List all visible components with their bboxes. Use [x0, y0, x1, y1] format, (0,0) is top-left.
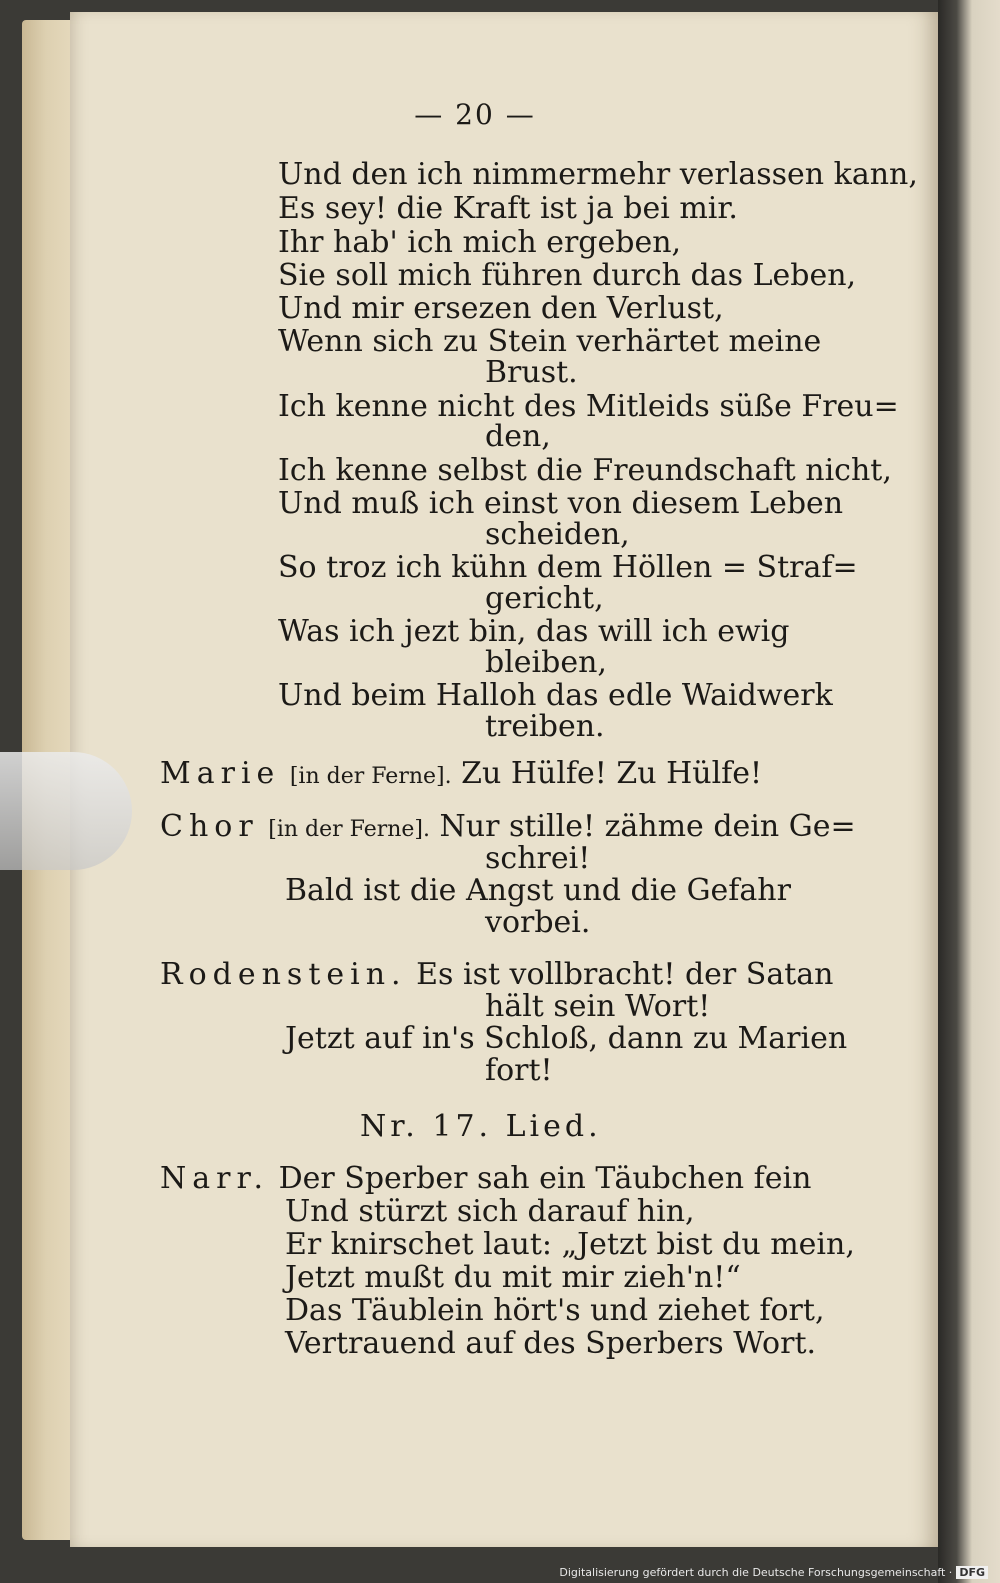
verse-line: Und stürzt sich darauf hin, — [285, 1194, 695, 1229]
verse-line: Es sey! die Kraft ist ja bei mir. — [278, 191, 738, 226]
stage-direction: [in der Ferne]. — [289, 764, 452, 789]
scanner-thumb — [0, 752, 132, 870]
verse-line: Sie soll mich führen durch das Leben, — [278, 258, 857, 293]
speech-rodenstein — [160, 958, 834, 992]
verse-line: treiben. — [485, 709, 605, 744]
speaker-name: Marie — [160, 756, 281, 791]
verse-line: Jetzt auf in's Schloß, dann zu Marien — [285, 1021, 848, 1056]
verse-line: Das Täublein hört's und ziehet fort, — [285, 1293, 825, 1328]
verse-line: gericht, — [485, 581, 604, 616]
verse-line: Und muß ich einst von diesem Leben — [278, 486, 844, 521]
verse-line: Und beim Halloh das edle Waidwerk — [278, 678, 833, 713]
verse-line: Brust. — [485, 355, 578, 390]
dfg-logo: DFG — [956, 1566, 988, 1579]
verse-line: schrei! — [485, 841, 591, 876]
speech-text: Nur stille! zähme dein Ge= — [439, 809, 856, 844]
speaker-name: Chor — [160, 809, 259, 844]
verse-line: Vertrauend auf des Sperbers Wort. — [285, 1326, 817, 1361]
speech-marie — [160, 757, 762, 794]
verse-line: Ich kenne selbst die Freundschaft nicht, — [278, 453, 892, 488]
page-number: — 20 — — [414, 98, 536, 131]
verse-line: Ich kenne nicht des Mitleids süße Freu= — [278, 389, 899, 424]
verse-line: bleiben, — [485, 645, 607, 680]
speaker-name: Rodenstein. — [160, 957, 407, 992]
verse-line: Bald ist die Angst und die Gefahr — [285, 873, 791, 908]
digitization-credit — [559, 1566, 988, 1579]
verse-line: den, — [485, 419, 551, 454]
speech-text: Es ist vollbracht! der Satan — [416, 957, 834, 992]
verse-line: Er knirschet laut: „Jetzt bist du mein, — [285, 1227, 855, 1262]
verse-line: scheiden, — [485, 517, 630, 552]
verse-line: fort! — [485, 1053, 553, 1088]
verse-line: Ihr hab' ich mich ergeben, — [278, 225, 682, 260]
verse-line: hält sein Wort! — [485, 989, 711, 1024]
verse-line: Was ich jezt bin, das will ich ewig — [278, 614, 790, 649]
speech-narr — [160, 1162, 811, 1196]
verse-line: vorbei. — [485, 905, 591, 940]
speech-text: Der Sperber sah ein Täubchen fein — [278, 1161, 812, 1196]
verse-line: Und mir ersezen den Verlust, — [278, 291, 724, 326]
stage-direction: [in der Ferne]. — [268, 817, 430, 842]
credit-text: Digitalisierung gefördert durch die Deutsche Forschungsgemeinschaft · — [559, 1566, 953, 1579]
speaker-name: Narr. — [160, 1161, 270, 1196]
verse-line: Jetzt mußt du mit mir zieh'n!“ — [285, 1260, 741, 1295]
verse-line: Wenn sich zu Stein verhärtet meine — [278, 324, 822, 359]
speech-text: Zu Hülfe! Zu Hülfe! — [461, 756, 763, 791]
song-heading: Nr. 17. Lied. — [360, 1109, 602, 1144]
verse-line: Und den ich nimmermehr verlassen kann, — [278, 157, 918, 192]
verse-line: So troz ich kühn dem Höllen = Straf= — [278, 550, 858, 585]
